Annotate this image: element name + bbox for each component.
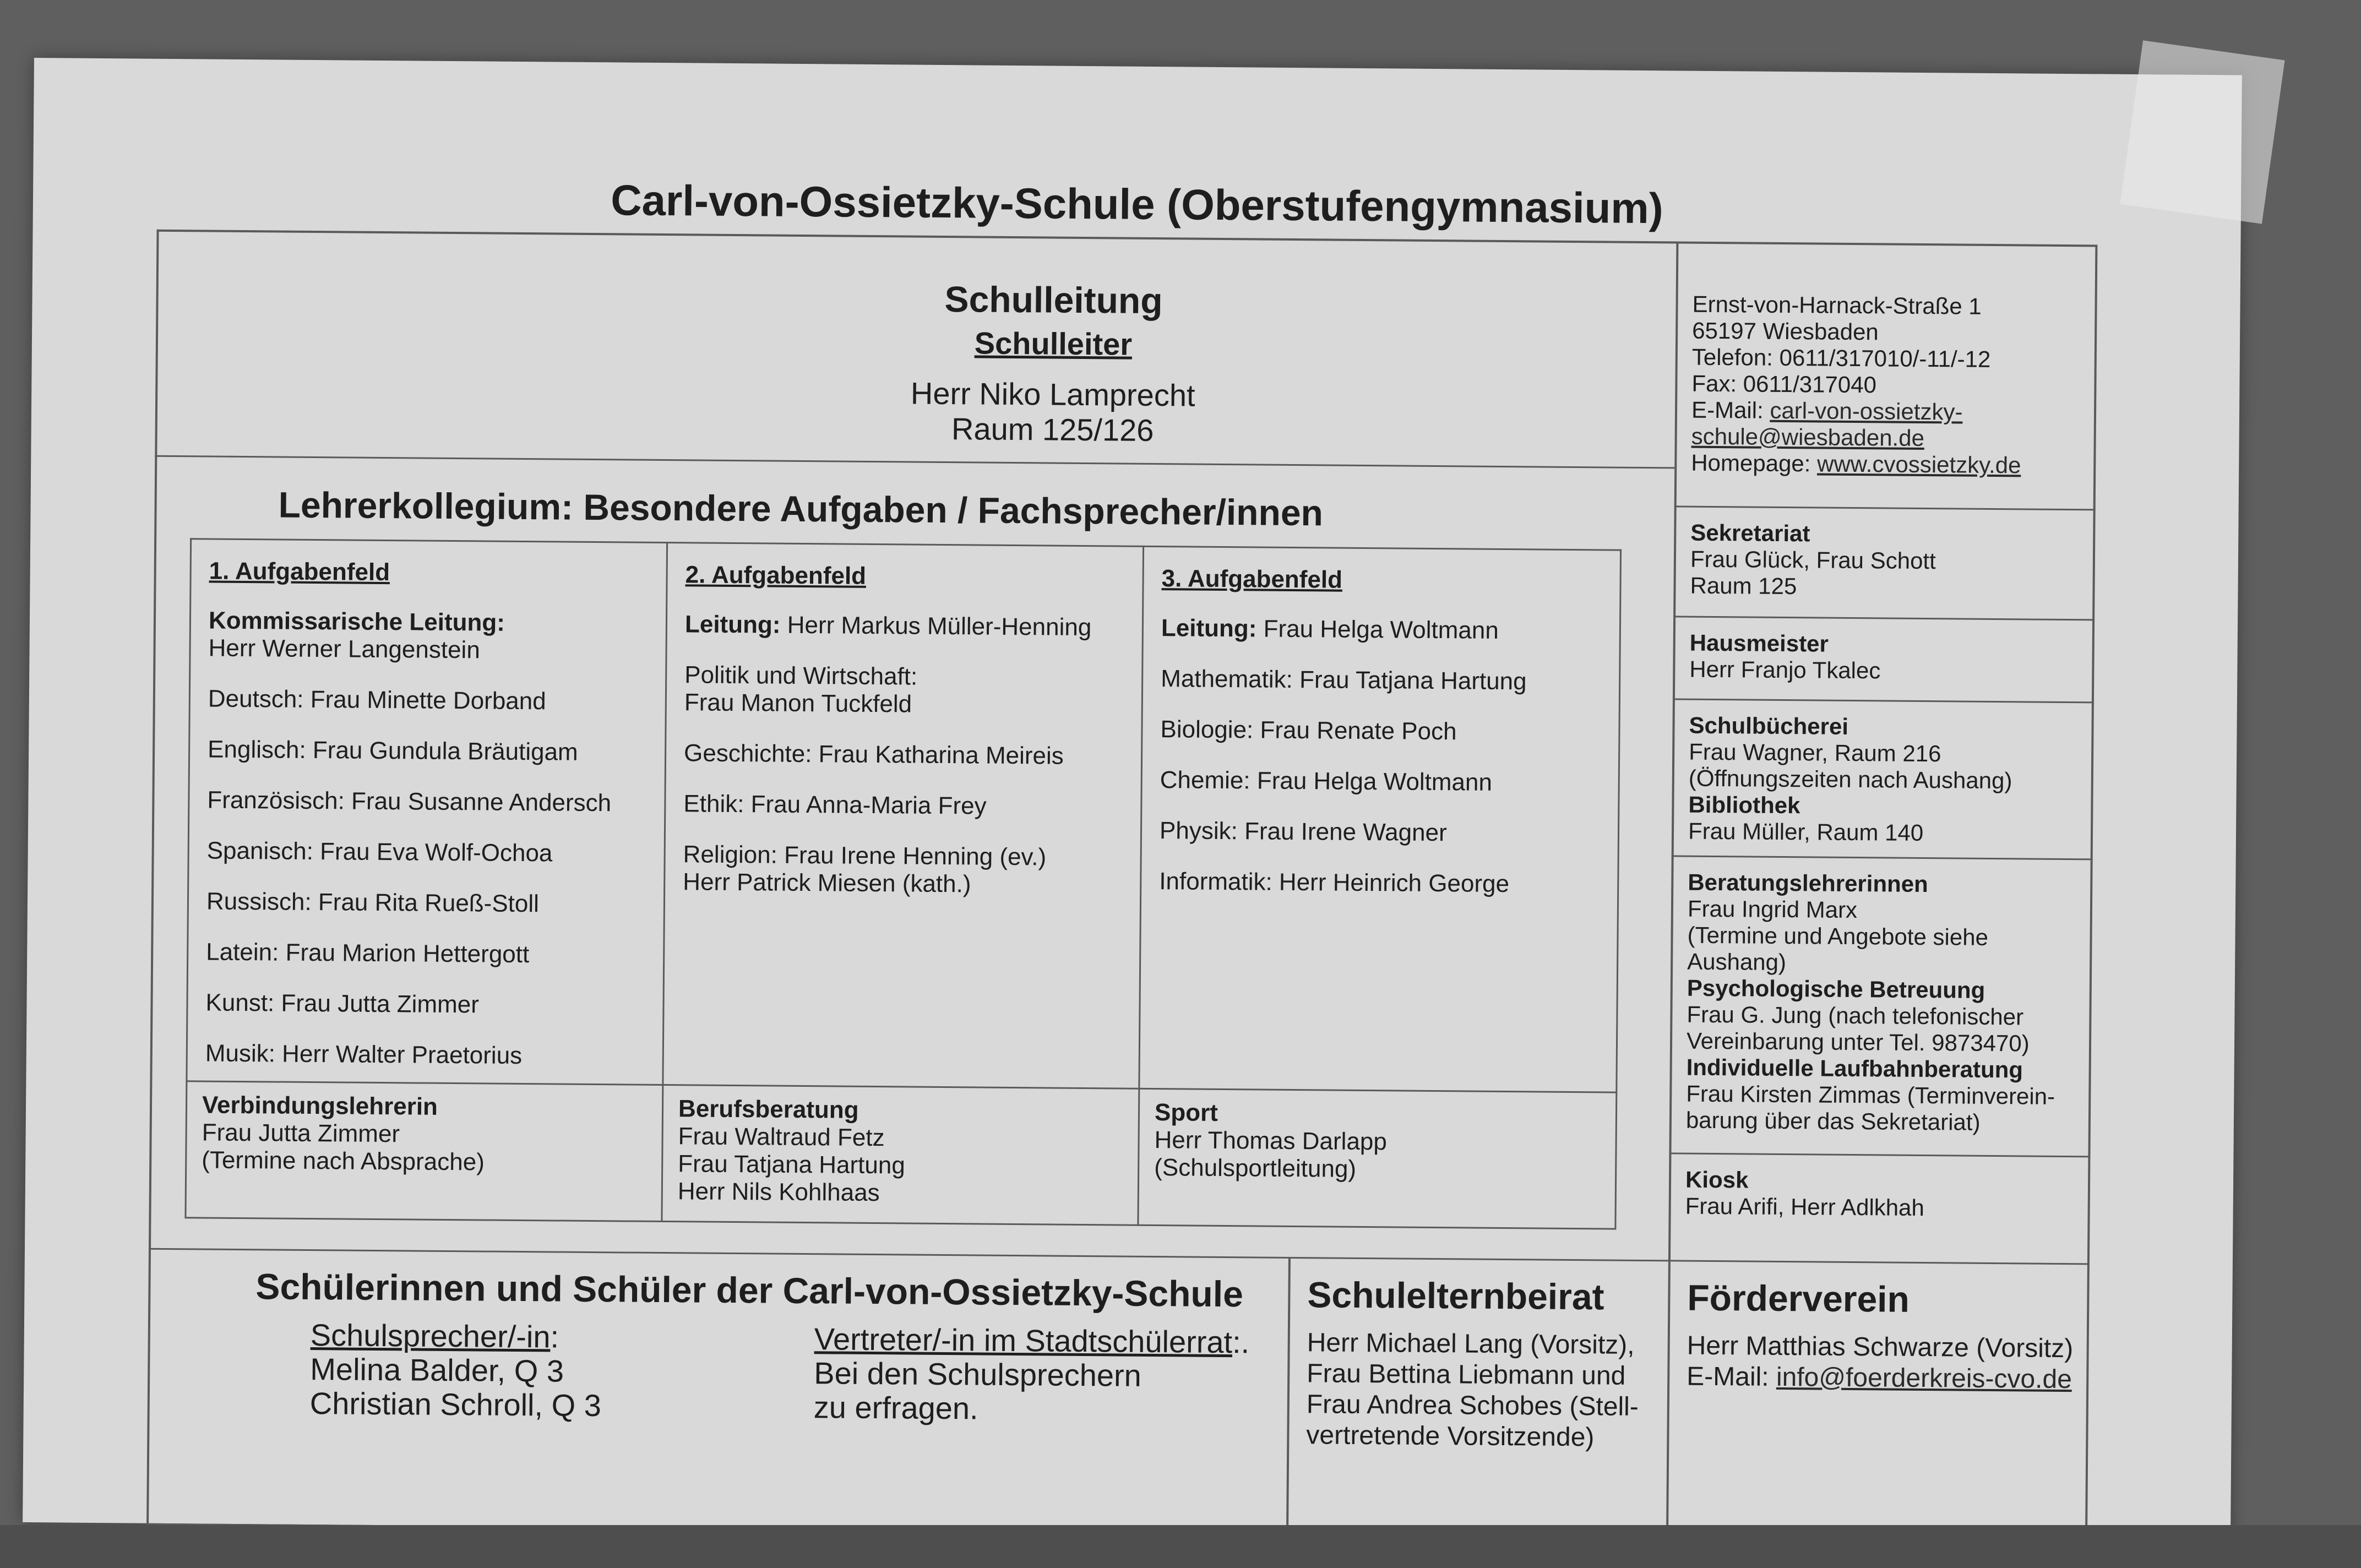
schulleiter-name: Herr Niko Lamprecht: [910, 375, 1195, 413]
homepage-row: [1691, 450, 2076, 479]
af2-item: Herr Patrick Miesen (kath.): [683, 868, 971, 898]
hausmeister-divider: [1673, 698, 2094, 703]
frame-right: [2085, 244, 2097, 1541]
homepage-link[interactable]: www.cvossietzky.de: [1816, 450, 2021, 478]
verbindung-block: [202, 1091, 654, 1177]
page-title: Carl-von-Ossietzky-Schule (Oberstufengymnasium): [610, 176, 1663, 233]
aufgabenfeld-1-heading: 1. Aufgabenfeld: [209, 557, 390, 586]
schulbuecherei-heading: Schulbücherei: [1689, 712, 1849, 739]
af1-item: Spanisch: Frau Eva Wolf-Ochoa: [206, 837, 553, 867]
sekretariat-block: [1690, 520, 2076, 602]
elternbeirat-heading: Schulelternbeirat: [1307, 1274, 1604, 1317]
schulsprecher-label: Schulsprecher/-in: [310, 1317, 551, 1354]
berufsberatung-heading: Berufsberatung: [678, 1095, 859, 1124]
tape-strip: [2120, 40, 2284, 224]
kiosk-heading: Kiosk: [1685, 1166, 1749, 1193]
frame-left: [146, 230, 159, 1526]
beratung-line: Frau Ingrid Marx: [1687, 895, 1858, 923]
sport-block: [1154, 1099, 1606, 1185]
foerderverein-block: [1687, 1277, 2084, 1396]
bibliothek-line: Frau Müller, Raum 140: [1688, 818, 1924, 846]
elternbeirat-block: [1306, 1273, 1660, 1453]
berufsberatung-line: Herr Nils Kohlhaas: [677, 1178, 880, 1207]
beratung-line: (Termine und Angebote siehe: [1687, 922, 1989, 950]
sport-heading: Sport: [1154, 1099, 1218, 1126]
schulsprecher-name: Melina Balder, Q 3: [310, 1352, 564, 1389]
table-col-divider-2: [1137, 546, 1144, 1226]
schulsprecher-label-row: [311, 1318, 751, 1355]
elternbeirat-line: Frau Bettina Liebmann und: [1307, 1359, 1626, 1391]
verbindung-line: (Termine nach Absprache): [202, 1146, 485, 1176]
schulleitung-divider: [155, 455, 1674, 469]
table-right: [1614, 549, 1622, 1229]
vertreter-colon: :.: [1232, 1325, 1250, 1360]
af3-item: Physik: Frau Irene Wagner: [1159, 817, 1447, 847]
schulsprecher-colon: :: [550, 1319, 559, 1354]
sport-line: Herr Thomas Darlapp: [1154, 1126, 1388, 1156]
email-link[interactable]: carl-von-ossietzky-: [1770, 397, 1963, 425]
contact-block: [1691, 291, 2078, 479]
vertreter-line: Bei den Schulsprechern: [814, 1355, 1142, 1393]
kiosk-line: Frau Arifi, Herr Adlkhah: [1685, 1193, 1925, 1221]
af3-item: Mathematik: Frau Tatjana Hartung: [1161, 665, 1527, 695]
bibliothek-heading: Bibliothek: [1688, 791, 1800, 819]
schulbuecherei-block: [1688, 712, 2075, 847]
phone: Telefon: 0611/317010/-11/-12: [1691, 344, 1991, 372]
schulbuecherei-line: Frau Wagner, Raum 216: [1689, 738, 1941, 767]
af1-item: Latein: Frau Marion Hettergott: [206, 938, 530, 968]
wall-shadow: [0, 1525, 2361, 1568]
af1-item: Französisch: Frau Susanne Andersch: [207, 786, 612, 817]
af2-item: Geschichte: Frau Katharina Meireis: [683, 739, 1064, 770]
elternbeirat-line: vertretende Vorsitzende): [1306, 1420, 1595, 1452]
foerderverein-email-label: E-Mail:: [1687, 1362, 1769, 1392]
verbindung-heading: Verbindungslehrerin: [202, 1091, 438, 1120]
laufbahn-line: Frau Kirsten Zimmas (Terminverein-: [1686, 1080, 2055, 1109]
af1-lead-label: Kommissarische Leitung:: [208, 607, 505, 636]
af3-item: Informatik: Herr Heinrich George: [1159, 868, 1510, 898]
af2-item: Ethik: Frau Anna-Maria Frey: [683, 790, 987, 820]
beratung-heading: Beratungslehrerinnen: [1688, 869, 1928, 897]
right-column-divider: [1666, 241, 1678, 1538]
berufsberatung-line: Frau Tatjana Hartung: [678, 1150, 905, 1179]
homepage-label: Homepage:: [1691, 449, 1811, 477]
email-row: [1691, 397, 2077, 426]
elternbeirat-divider: [1286, 1257, 1291, 1535]
af2-lead: [685, 611, 1136, 641]
sport-line: (Schulsportleitung): [1154, 1154, 1357, 1183]
af1-item: Russisch: Frau Rita Rueß-Stoll: [206, 888, 540, 918]
schulsprecher-name: Christian Schroll, Q 3: [309, 1386, 602, 1423]
foerderverein-email-row: [1687, 1362, 2083, 1396]
beratung-line: Aushang): [1687, 948, 1787, 976]
schueler-heading: Schülerinnen und Schüler der Carl-von-Ossietzky-Schule: [255, 1266, 1244, 1315]
af2-lead-label: Leitung:: [684, 611, 781, 639]
schulleiter-heading: Schulleiter: [974, 325, 1133, 362]
af1-lead-name: Herr Werner Langenstein: [208, 634, 480, 664]
beratung-block: [1686, 869, 2085, 1137]
hausmeister-line: Herr Franjo Tkalec: [1689, 656, 1881, 684]
vertreter-line: zu erfragen.: [813, 1390, 978, 1426]
hausmeister-heading: Hausmeister: [1689, 629, 1829, 657]
city: 65197 Wiesbaden: [1692, 317, 1879, 345]
af2-item: Frau Manon Tuckfeld: [684, 689, 912, 718]
street: Ernst-von-Harnack-Straße 1: [1692, 291, 1982, 319]
sekretariat-line: Raum 125: [1690, 572, 1797, 600]
table-bottom: [184, 1217, 1616, 1229]
sekretariat-heading: Sekretariat: [1690, 519, 1810, 547]
af2-lead-name: Herr Markus Müller-Henning: [787, 611, 1092, 641]
kiosk-block: [1685, 1167, 2071, 1222]
laufbahn-heading: Individuelle Laufbahnberatung: [1686, 1054, 2023, 1083]
af3-item: Biologie: Frau Renate Poch: [1160, 716, 1457, 745]
vertreter-label: Vertreter/-in im Stadtschülerrat: [814, 1321, 1233, 1360]
elternbeirat-line: Herr Michael Lang (Vorsitz),: [1307, 1328, 1635, 1360]
sekretariat-line: Frau Glück, Frau Schott: [1690, 546, 1936, 574]
aufgabenfeld-3: [1159, 565, 1613, 922]
psychologie-heading: Psychologische Betreuung: [1687, 974, 1985, 1003]
email-label: E-Mail:: [1691, 396, 1764, 423]
af2-item: Religion: Frau Irene Henning (ev.): [683, 841, 1047, 871]
fax: Fax: 0611/317040: [1691, 370, 1877, 398]
af3-item: Chemie: Frau Helga Woltmann: [1160, 766, 1493, 796]
aufgabenfeld-2-heading: 2. Aufgabenfeld: [685, 561, 867, 590]
af2-item: Politik und Wirtschaft:: [684, 661, 918, 690]
vertreter-block: [814, 1322, 1282, 1428]
schulleiter-room: Raum 125/126: [951, 411, 1154, 448]
af1-item: Englisch: Frau Gundula Bräutigam: [207, 736, 578, 766]
af1-item: Musik: Herr Walter Praetorius: [205, 1039, 523, 1070]
psychologie-line: Frau G. Jung (nach telefonischer: [1687, 1001, 2024, 1030]
aufgabenfeld-3-heading: 3. Aufgabenfeld: [1161, 565, 1343, 594]
schulbuecherei-divider: [1672, 855, 2093, 860]
psychologie-line: Vereinbarung unter Tel. 9873470): [1686, 1027, 2030, 1057]
beratung-divider: [1669, 1152, 2090, 1157]
table-top: [190, 538, 1622, 551]
laufbahn-line: barung über das Sekretariat): [1685, 1107, 1981, 1135]
af1-item: Kunst: Frau Jutta Zimmer: [205, 989, 480, 1019]
hausmeister-block: [1689, 630, 2075, 685]
berufsberatung-line: Frau Waltraud Fetz: [678, 1123, 885, 1152]
notice-sheet: [23, 58, 2242, 1539]
elternbeirat-line: Frau Andrea Schobes (Stell-: [1306, 1390, 1639, 1422]
af3-lead: [1161, 614, 1613, 645]
schulleitung-heading: Schulleitung: [944, 279, 1163, 322]
af1-item: Deutsch: Frau Minette Dorband: [208, 685, 546, 715]
vertreter-label-row: [814, 1322, 1282, 1360]
sekretariat-divider: [1673, 616, 2095, 620]
bottom-section-divider: [149, 1248, 2090, 1265]
table-col-divider-1: [661, 542, 668, 1222]
schulsprecher-block: [310, 1318, 751, 1424]
verbindung-line: Frau Jutta Zimmer: [202, 1119, 400, 1148]
aufgabenfeld-1: [205, 558, 661, 1094]
berufsberatung-block: [678, 1095, 1130, 1208]
kollegium-title: Lehrerkollegium: Besondere Aufgaben / Fachsprecher/innen: [278, 484, 1324, 533]
af3-lead-name: Frau Helga Woltmann: [1263, 615, 1499, 644]
email-link-continued[interactable]: schule@wiesbaden.de: [1691, 423, 1925, 451]
foerderverein-heading: Förderverein: [1687, 1277, 1910, 1320]
af3-lead-label: Leitung:: [1161, 614, 1257, 643]
schulbuecherei-line: (Öffnungszeiten nach Aushang): [1688, 765, 2012, 794]
foerderverein-email-link[interactable]: info@foerderkreis-cvo.de: [1776, 1362, 2072, 1395]
aufgabenfeld-2: [683, 561, 1137, 899]
foerderverein-line: Herr Matthias Schwarze (Vorsitz): [1687, 1331, 2074, 1364]
table-left: [184, 538, 192, 1218]
schulleitung-block: [714, 275, 1392, 450]
contact-divider: [1674, 505, 2096, 510]
